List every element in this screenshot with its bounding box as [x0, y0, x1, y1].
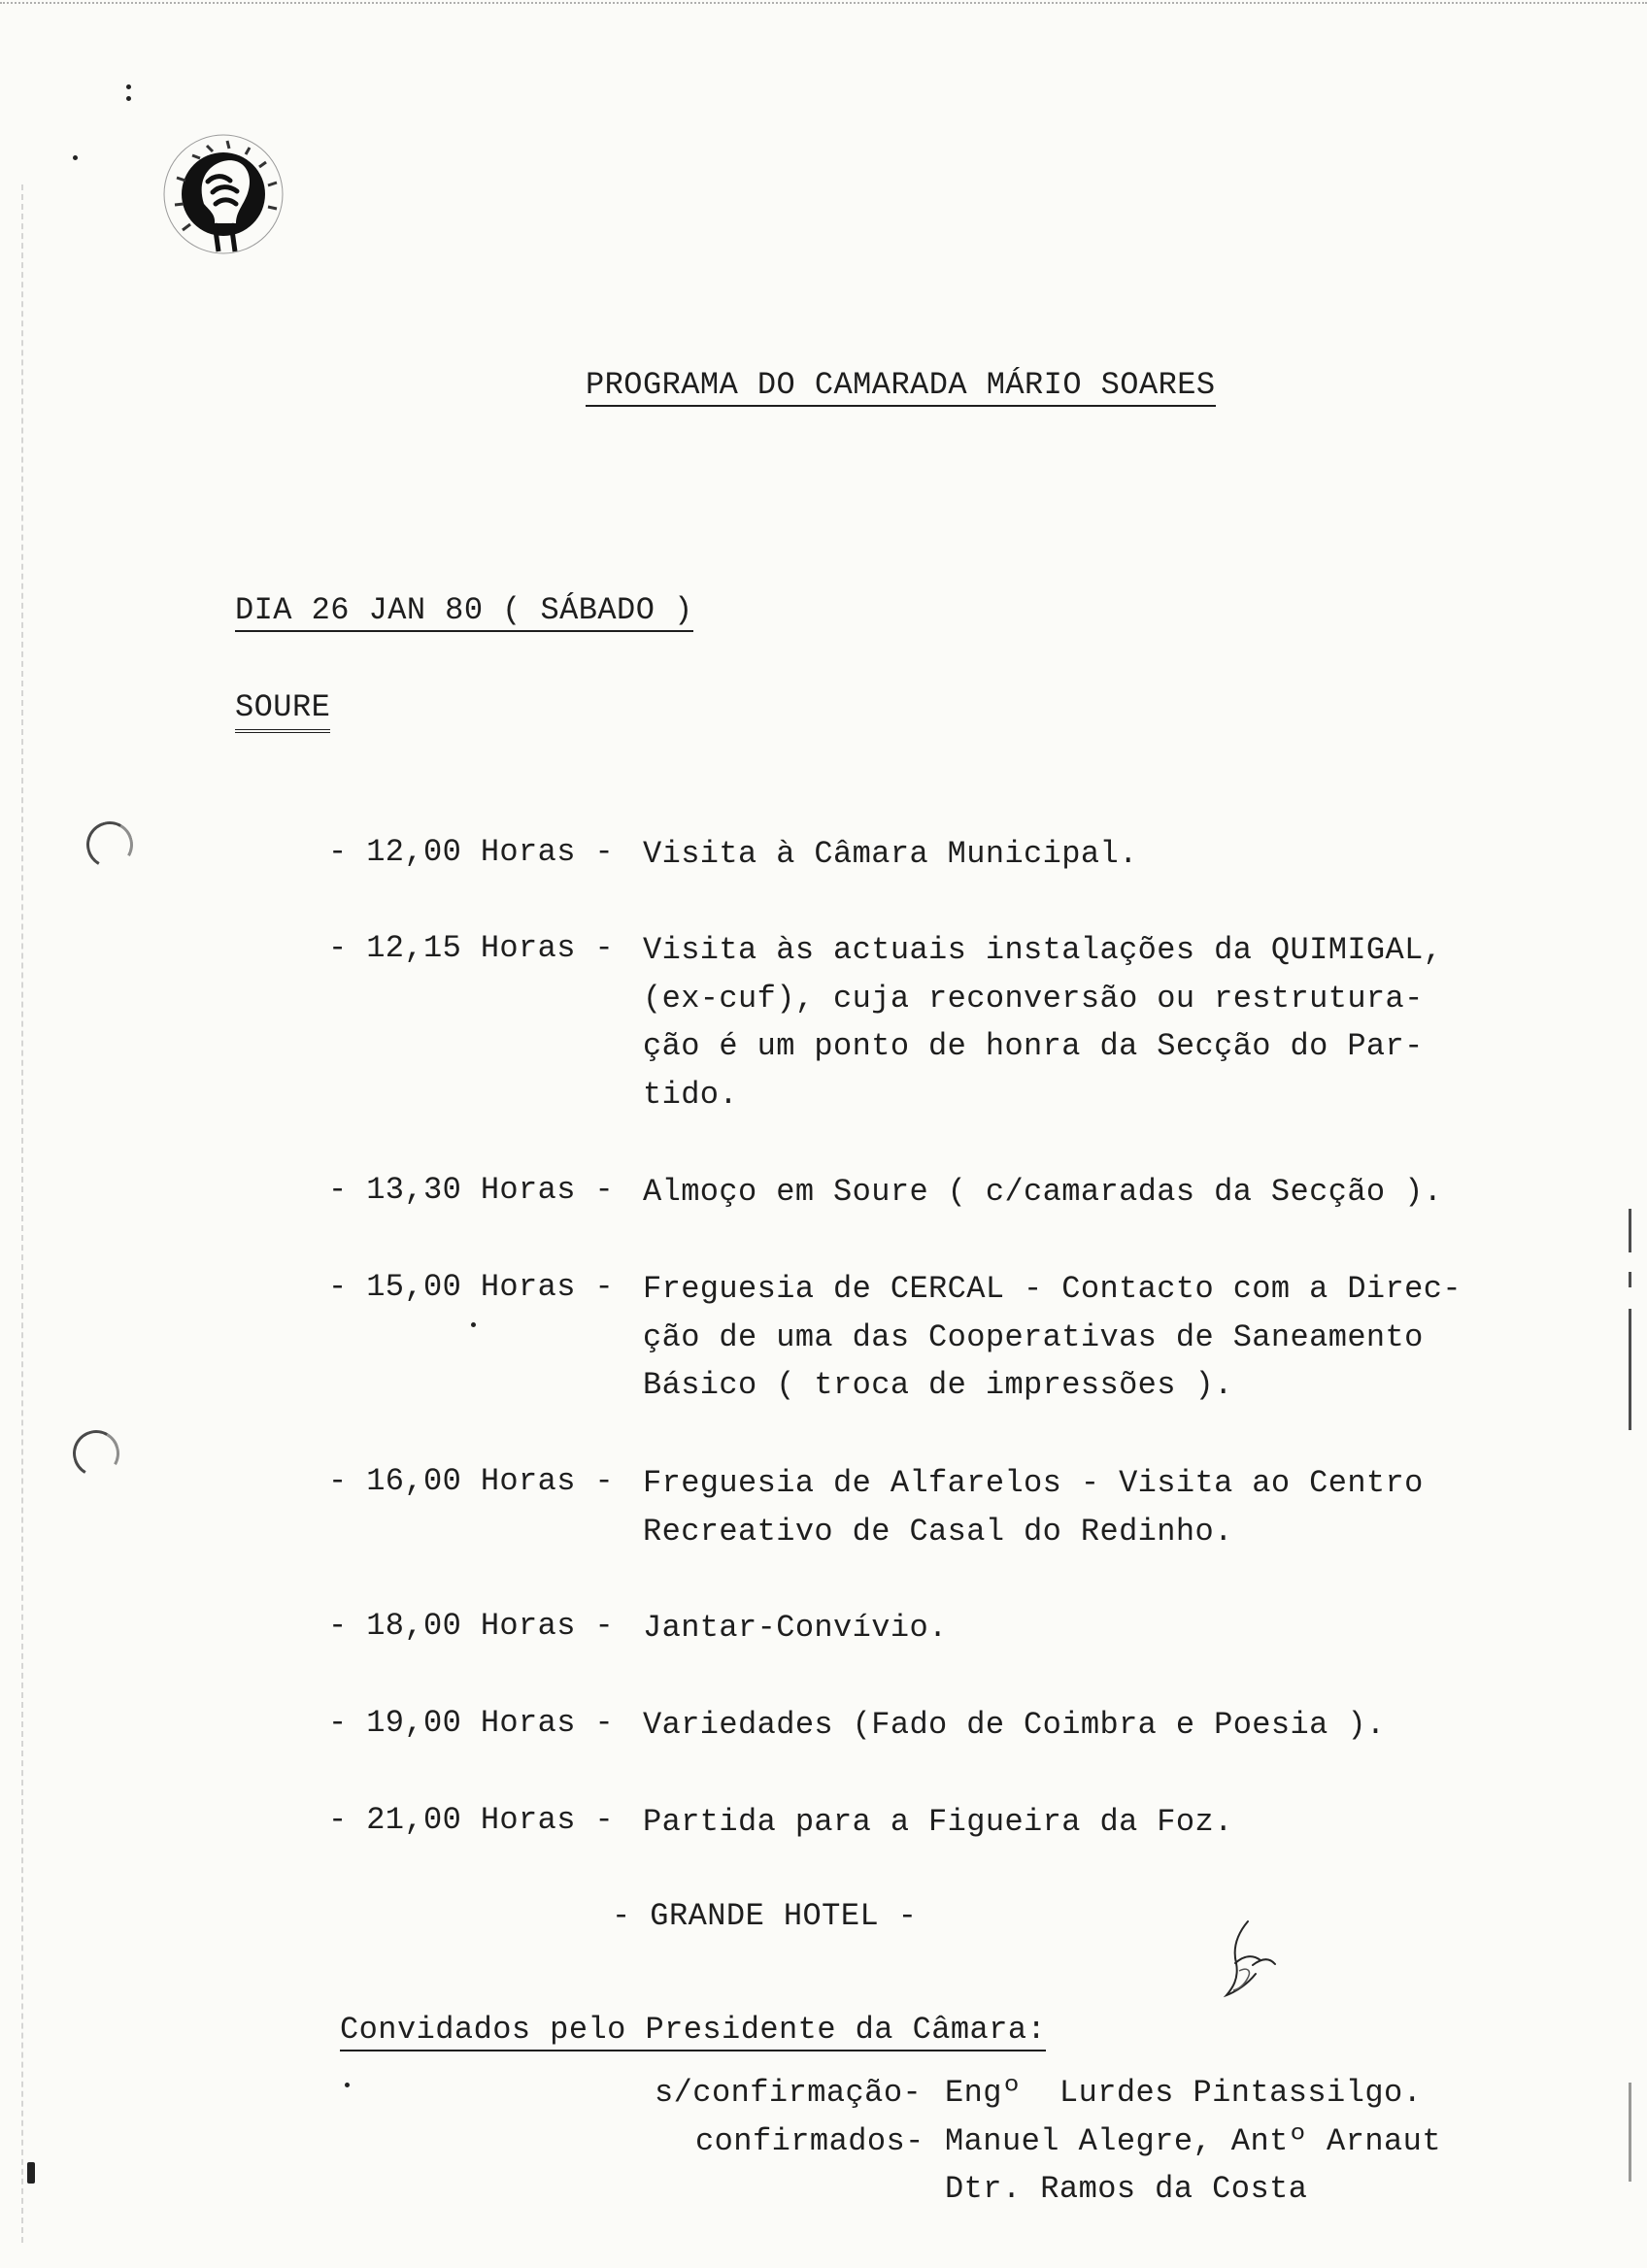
right-edge-mark: [1629, 1209, 1631, 1252]
schedule-time: - 21,00 Horas -: [328, 1802, 615, 1838]
scan-mark: [126, 84, 131, 89]
right-edge-mark: [1629, 1309, 1631, 1430]
schedule-time: - 19,00 Horas -: [328, 1705, 615, 1741]
schedule-time: - 16,00 Horas -: [328, 1463, 615, 1499]
guest-names: Dtr. Ramos da Costa: [945, 2171, 1308, 2207]
schedule-description: Jantar-Convívio.: [643, 1610, 948, 1646]
schedule-description: Visita à Câmara Municipal.: [643, 836, 1138, 872]
schedule-time: - 15,00 Horas -: [328, 1269, 615, 1305]
handwritten-initial-mark: [1218, 1918, 1282, 2015]
schedule-description: Variedades (Fado de Coimbra e Poesia ).: [643, 1707, 1386, 1743]
schedule-time: - 12,00 Horas -: [328, 834, 615, 870]
schedule-time: - 18,00 Horas -: [328, 1608, 615, 1644]
guest-names: Engº Lurdes Pintassilgo.: [945, 2075, 1423, 2111]
punch-hole-mark: [68, 1425, 125, 1483]
schedule-time: - 13,30 Horas -: [328, 1172, 615, 1208]
right-edge-mark: [1629, 1272, 1631, 1287]
scan-left-edge: [21, 184, 23, 2243]
scan-mark: [126, 96, 131, 101]
hotel-line: - GRANDE HOTEL -: [612, 1898, 918, 1934]
punch-hole-mark: [82, 817, 139, 874]
guest-status: s/confirmação-: [655, 2075, 923, 2111]
document-title: PROGRAMA DO CAMARADA MÁRIO SOARES: [586, 370, 1216, 407]
scan-mark: [27, 2162, 35, 2184]
location-heading: SOURE: [235, 692, 330, 733]
scan-mark: [345, 2083, 350, 2087]
schedule-description: Partida para a Figueira da Foz.: [643, 1804, 1233, 1840]
schedule-description: Almoço em Soure ( c/camaradas da Secção ).: [643, 1174, 1443, 1210]
schedule-description: Freguesia de CERCAL - Contacto com a Direc- ção de uma das Cooperativas de Saneamento Básico ( troca de impressões ).: [643, 1271, 1462, 1403]
scan-mark: [471, 1322, 476, 1327]
schedule-description: Visita às actuais instalações da QUIMIGAL, (ex-cuf), cuja reconversão ou restrutura- ção é um ponto de honra da Secção do Par- tido.: [643, 932, 1443, 1113]
guest-names: Manuel Alegre, Antº Arnaut: [945, 2123, 1441, 2159]
guests-heading: Convidados pelo Presidente da Câmara:: [340, 2015, 1046, 2051]
schedule-time: - 12,15 Horas -: [328, 930, 615, 966]
schedule-description: Freguesia de Alfarelos - Visita ao Centro Recreativo de Casal do Redinho.: [643, 1465, 1424, 1550]
right-edge-mark: [1629, 2083, 1631, 2182]
guest-status: confirmados-: [695, 2123, 924, 2159]
date-line: DIA 26 JAN 80 ( SÁBADO ): [235, 595, 693, 632]
socialist-party-logo: [151, 121, 296, 267]
scan-mark: [73, 155, 78, 160]
scan-top-edge: [0, 2, 1647, 4]
